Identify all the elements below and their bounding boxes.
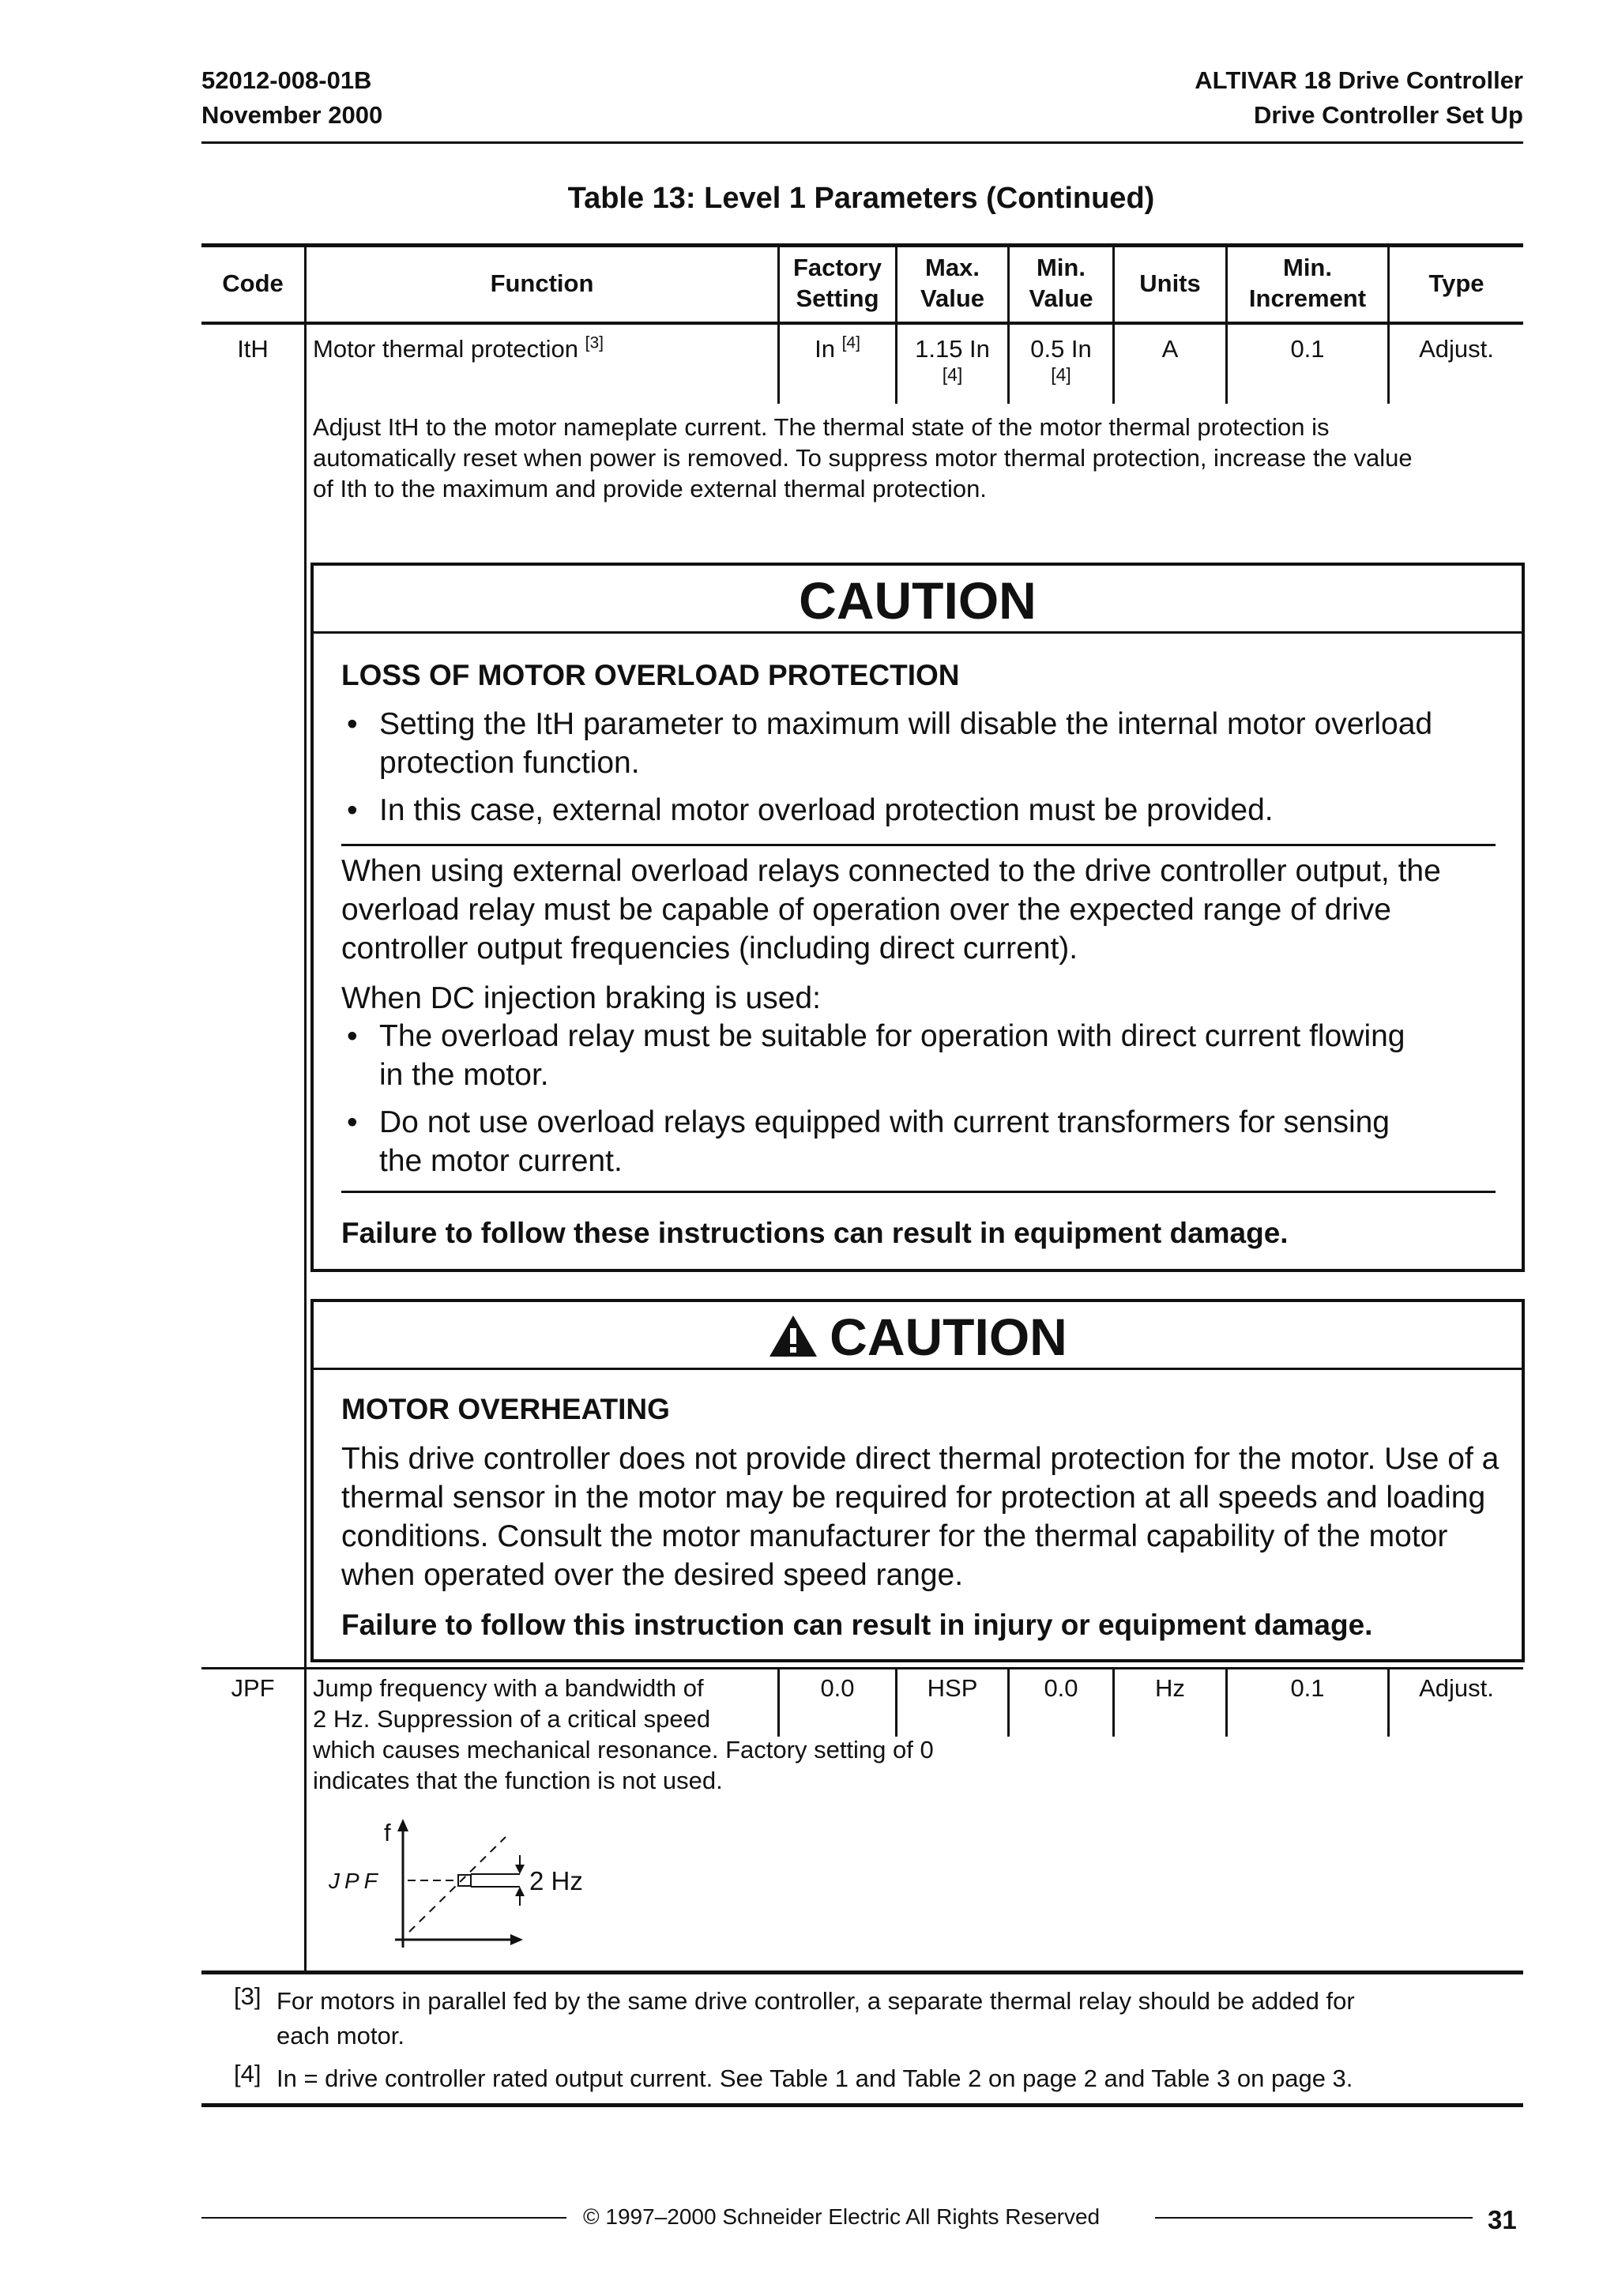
ith-description-line: of Ith to the maximum and provide external thermal protection. [313, 475, 987, 502]
caution-title: CAUTION [799, 571, 1037, 630]
warning-triangle-icon [768, 1314, 818, 1358]
section-title: Drive Controller Set Up [1253, 101, 1523, 129]
jpf-max: HSP [927, 1674, 978, 1702]
caution-heading: LOSS OF MOTOR OVERLOAD PROTECTION [341, 659, 960, 691]
bullet-glyph: • [347, 707, 358, 741]
col-header-units: Units [1139, 269, 1201, 297]
footnote-mark: [3] [234, 1982, 262, 2010]
jpf-function-line: 2 Hz. Suppression of a critical speed [313, 1705, 711, 1733]
jpf-units: Hz [1155, 1674, 1185, 1702]
ith-function [313, 334, 604, 364]
jpf-function-line: Jump frequency with a bandwidth of [313, 1674, 704, 1702]
col-header-max-1: Max. [925, 254, 980, 281]
ith-description-line: automatically reset when power is removed. To suppress motor thermal protection, increase the value [313, 444, 1413, 472]
caution-bullet-text: the motor current. [379, 1144, 623, 1178]
diagram-y-arrow [397, 1819, 408, 1831]
bullet-glyph: • [347, 1105, 358, 1139]
caution-bullet-text: Setting the ItH parameter to maximum will disable the internal motor overload [379, 707, 1433, 741]
ith-min: 0.5 In [1030, 335, 1092, 363]
caution-bullet-text: In this case, external motor overload protection must be provided. [379, 793, 1274, 827]
caution-bullet-text: in the motor. [379, 1058, 549, 1092]
caution-title-with-icon [314, 1305, 1522, 1368]
diagram-jpf-label: JPF [329, 1869, 382, 1893]
caution-box-overload [310, 563, 1525, 1272]
diagram-f-label: f [384, 1819, 391, 1846]
footer-rule-left [201, 2217, 566, 2219]
bullet-glyph: • [347, 1019, 358, 1053]
ith-units: A [1161, 335, 1179, 363]
caution-paragraph: conditions. Consult the motor manufacturer for the thermal capability of the motor [341, 1519, 1448, 1553]
caution-heading: MOTOR OVERHEATING [341, 1393, 670, 1425]
diagram-x-arrow [510, 1934, 523, 1945]
caution-divider [341, 1191, 1496, 1193]
bullet-glyph: • [347, 793, 358, 827]
caution-box-overheating [310, 1299, 1525, 1662]
caution-paragraph: When using external overload relays connected to the drive controller output, the [341, 854, 1441, 888]
col-header-min-2: Value [1029, 284, 1093, 312]
table-header-rule [201, 322, 1523, 325]
ith-factory [780, 334, 895, 364]
diagram-hz-label: 2 Hz [529, 1866, 583, 1895]
copyright: © 1997–2000 Schneider Electric All Rights Reserved [583, 2204, 1101, 2229]
ith-description-line: Adjust ItH to the motor nameplate current. The thermal state of the motor thermal protection is [313, 413, 1330, 441]
header-rule [201, 141, 1523, 144]
caution-bullet-text: Do not use overload relays equipped with current transformers for sensing [379, 1105, 1390, 1139]
doc-number: 52012-008-01B [201, 66, 372, 94]
doc-date: November 2000 [201, 101, 383, 129]
table-title: Table 13: Level 1 Parameters (Continued) [567, 182, 1155, 215]
jpf-increment: 0.1 [1290, 1674, 1325, 1702]
caution-paragraph: when operated over the desired speed range. [341, 1558, 964, 1592]
col-header-type: Type [1428, 269, 1484, 297]
ith-function-text: Motor thermal protection [313, 335, 578, 363]
ith-max: 1.15 In [915, 335, 990, 363]
caution-bullet-text: protection function. [379, 746, 640, 780]
caution-title-rule [314, 631, 1522, 634]
footnote-text: each motor. [277, 2022, 404, 2049]
col-header-factory-1: Factory [793, 254, 882, 281]
col-header-min-1: Min. [1037, 254, 1086, 281]
jpf-min: 0.0 [1044, 1674, 1078, 1702]
caution-paragraph: controller output frequencies (including direct current). [341, 932, 1078, 965]
caution-paragraph: When DC injection braking is used: [341, 981, 821, 1015]
product-title: ALTIVAR 18 Drive Controller [1195, 66, 1523, 94]
caution-paragraph: thermal sensor in the motor may be required for protection at all speeds and loading [341, 1481, 1486, 1515]
diagram-band-arrow-down [515, 1865, 525, 1874]
ith-type: Adjust. [1419, 335, 1494, 363]
footnote-text: In = drive controller rated output current. See Table 1 and Table 2 on page 2 and Table 3 on page 3. [277, 2065, 1353, 2092]
table-bottom-rule [201, 1970, 1523, 1974]
row-divider [201, 1667, 1523, 1669]
ith-code: ItH [237, 335, 269, 363]
col-header-function: Function [490, 269, 594, 297]
page-number: 31 [1488, 2205, 1517, 2234]
caution-paragraph: overload relay must be capable of operation over the expected range of drive [341, 893, 1391, 927]
ith-max-ref: [4] [942, 364, 963, 385]
col-header-increment-1: Min. [1283, 254, 1332, 281]
jpf-code: JPF [231, 1674, 275, 1702]
jpf-factory: 0.0 [820, 1674, 855, 1702]
table-top-rule [201, 243, 1523, 247]
jpf-function-line: which causes mechanical resonance. Factory setting of 0 [313, 1736, 934, 1763]
footnotes-bottom-rule [201, 2103, 1523, 2107]
footnote-mark: [4] [234, 2060, 262, 2087]
jpf-function-line: indicates that the function is not used. [313, 1767, 723, 1794]
ith-min-ref: [4] [1051, 364, 1071, 385]
caution-title: CAUTION [830, 1308, 1067, 1366]
caution-paragraph: This drive controller does not provide direct thermal protection for the motor. Use of a [341, 1442, 1499, 1476]
jpf-diagram [316, 1817, 600, 1959]
col-header-factory-2: Setting [796, 284, 879, 312]
ith-footnote-ref: [3] [585, 333, 604, 352]
caution-divider [341, 844, 1496, 846]
col-header-code: Code [222, 269, 284, 297]
col-header-increment-2: Increment [1248, 284, 1367, 312]
caution-footer: Failure to follow these instructions can result in equipment damage. [341, 1217, 1289, 1249]
caution-footer: Failure to follow this instruction can result in injury or equipment damage. [341, 1609, 1373, 1641]
footer-rule-right [1155, 2217, 1473, 2219]
ith-factory-text: In [815, 335, 835, 363]
caution-title-rule [314, 1368, 1522, 1370]
jpf-type: Adjust. [1419, 1674, 1494, 1702]
ith-factory-ref: [4] [841, 333, 860, 352]
diagram-band-arrow-up [515, 1887, 525, 1896]
footnote-text: For motors in parallel fed by the same drive controller, a separate thermal relay should be added for [277, 1987, 1355, 2015]
col-header-max-2: Value [920, 284, 984, 312]
ith-increment: 0.1 [1290, 335, 1325, 363]
code-column-divider [304, 325, 307, 1972]
caution-bullet-text: The overload relay must be suitable for operation with direct current flowing [379, 1019, 1405, 1053]
